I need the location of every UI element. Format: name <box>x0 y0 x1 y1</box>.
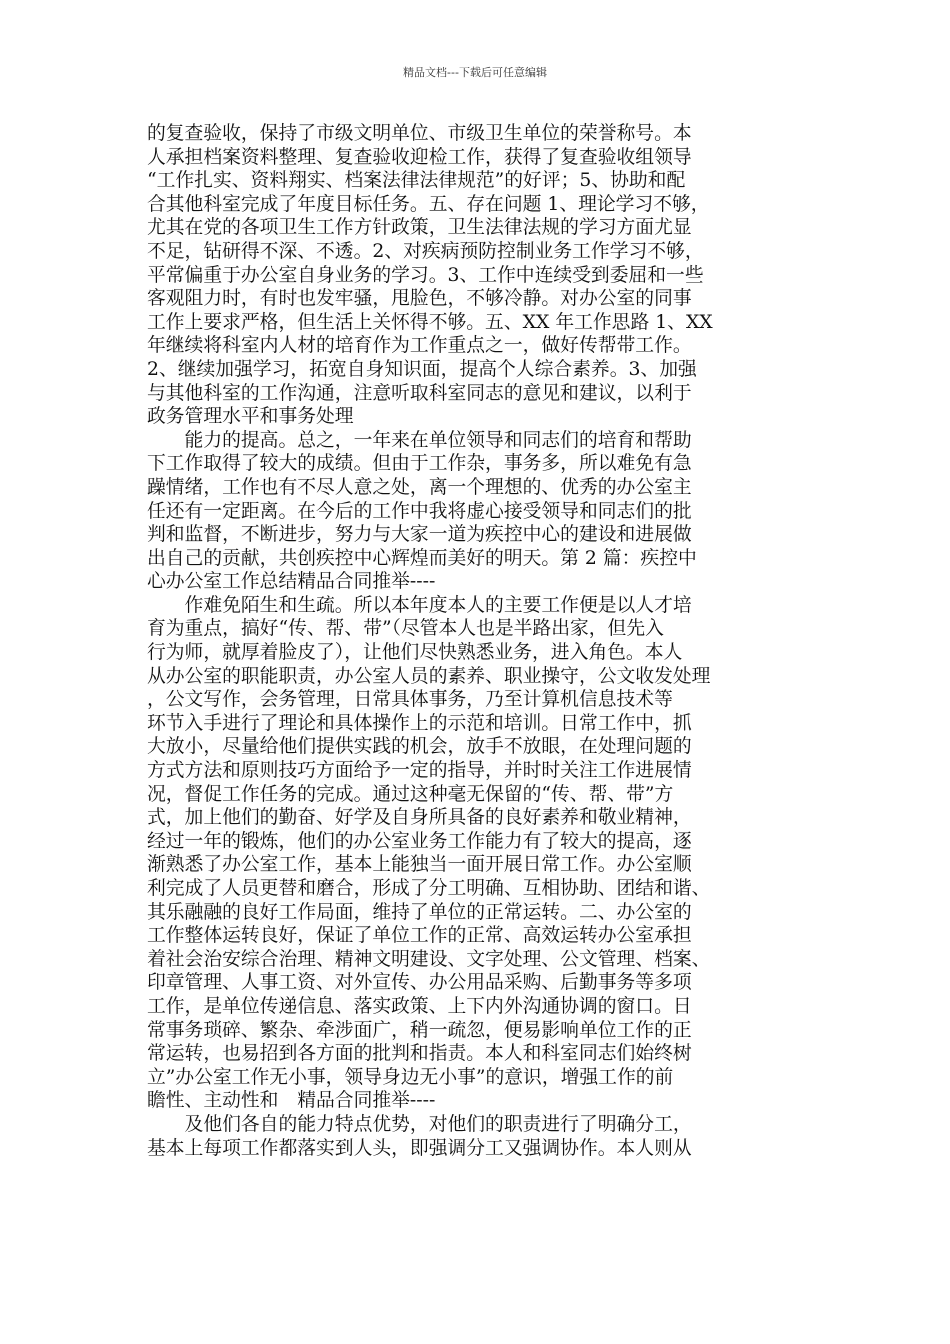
document-body <box>147 122 827 1160</box>
text-line: 育为重点，搞好“传、帮、带”（尽管本人也是半路出家，但先入 <box>147 618 664 640</box>
text-line: 平常偏重于办公室自身业务的学习。3、工作中连续受到委屈和一些 <box>147 264 704 286</box>
text-line: 判和监督，不断进步，努力与大家一道为疾控中心的建设和进展做 <box>147 524 692 546</box>
text-line: 与其他科室的工作沟通，注意听取科室同志的意见和建议，以利于 <box>147 382 692 404</box>
text-line: 渐熟悉了办公室工作，基本上能独当一面开展日常工作。办公室顺 <box>147 854 692 876</box>
text-line: 瞻性、主动性和 精品合同推举---- <box>147 1090 436 1112</box>
text-line: 立”办公室工作无小事，领导身边无小事”的意识，增强工作的前 <box>147 1066 674 1088</box>
text-line: 任还有一定距离。在今后的工作中我将虚心接受领导和同志们的批 <box>147 500 692 522</box>
text-line: 躁情绪，工作也有不尽人意之处，离一个理想的、优秀的办公室主 <box>147 476 692 498</box>
text-line: 基本上每项工作都落实到人头，即强调分工又强调协作。本人则从 <box>147 1137 692 1159</box>
text-line: 合其他科室完成了年度目标任务。五、存在问题 1、理论学习不够， <box>147 193 710 215</box>
text-line: 出自己的贡献，共创疾控中心辉煌而美好的明天。第 2 篇：疾控中 <box>147 547 697 569</box>
text-line: 从办公室的职能职责，办公室人员的素养、职业操守，公文收发处理 <box>147 665 711 687</box>
text-line: 2、继续加强学习，拓宽自身知识面，提高个人综合素养。3、加强 <box>147 358 697 380</box>
text-line: 常事务琐碎、繁杂、牵涉面广，稍一疏忽，便易影响单位工作的正 <box>147 1019 692 1041</box>
text-line: 大放小，尽量给他们提供实践的机会，放手不放眼，在处理问题的 <box>147 736 692 758</box>
text-line: 行为师，就厚着脸皮了），让他们尽快熟悉业务，进入角色。本人 <box>147 642 683 664</box>
text-line: 作难免陌生和生疏。所以本年度本人的主要工作便是以人才培 <box>147 594 692 616</box>
text-line: 式，加上他们的勤奋、好学及自身所具备的良好素养和敬业精神， <box>147 807 692 829</box>
text-line: 下工作取得了较大的成绩。但由于工作杂，事务多，所以难免有急 <box>147 453 692 475</box>
text-line: 方式方法和原则技巧方面给予一定的指导，并时时关注工作进展情 <box>147 760 692 782</box>
text-line: ，公文写作，会务管理，日常具体事务，乃至计算机信息技术等 <box>147 689 673 711</box>
text-line: 常运转，也易招到各方面的批判和指责。本人和科室同志们始终树 <box>147 1043 692 1065</box>
text-line: 能力的提高。总之，一年来在单位领导和同志们的培育和帮助 <box>147 429 692 451</box>
text-line: 尤其在党的各项卫生工作方针政策，卫生法律法规的学习方面尤显 <box>147 217 692 239</box>
text-line: 工作上要求严格，但生活上关怀得不够。五、XX 年工作思路 1、XX <box>147 311 713 333</box>
text-line: 其乐融融的良好工作局面，维持了单位的正常运转。二、办公室的 <box>147 901 692 923</box>
text-line: 心办公室工作总结精品合同推举---- <box>147 571 436 593</box>
text-line: 经过一年的锻炼，他们的办公室业务工作能力有了较大的提高，逐 <box>147 830 692 852</box>
text-line: 工作整体运转良好，保证了单位工作的正常、高效运转办公室承担 <box>147 925 692 947</box>
text-line: 利完成了人员更替和磨合，形成了分工明确、互相协助、团结和谐、 <box>147 878 711 899</box>
text-line: 客观阻力时，有时也发牢骚，甩脸色，不够冷静。对办公室的同事 <box>147 288 692 310</box>
text-line: 政务管理水平和事务处理 <box>147 406 354 428</box>
text-line: “工作扎实、资料翔实、档案法律法律规范”的好评；5、协助和配 <box>147 170 686 192</box>
text-line: 年继续将科室内人材的培育作为工作重点之一，做好传帮带工作。 <box>147 335 692 357</box>
text-line: 着社会治安综合治理、精神文明建设、文字处理、公文管理、档案、 <box>147 948 711 970</box>
text-line: 况，督促工作任务的完成。通过这种毫无保留的“传、帮、带”方 <box>147 783 674 805</box>
text-line: 的复查验收，保持了市级文明单位、市级卫生单位的荣誉称号。本 <box>147 123 692 144</box>
text-line: 工作，是单位传递信息、落实政策、上下内外沟通协调的窗口。日 <box>147 995 692 1017</box>
page-header: 精品文档---下载后可任意编辑 <box>403 66 547 79</box>
text-line: 人承担档案资料整理、复查验收迎检工作，获得了复查验收组领导 <box>147 146 692 168</box>
text-line: 环节入手进行了理论和具体操作上的示范和培训。日常工作中，抓 <box>147 712 692 734</box>
text-line: 及他们各自的能力特点优势，对他们的职责进行了明确分工， <box>147 1113 692 1135</box>
text-line: 不足，钻研得不深、不透。2、对疾病预防控制业务工作学习不够， <box>147 240 704 262</box>
text-line: 印章管理、人事工资、对外宣传、办公用品采购、后勤事务等多项 <box>147 972 692 994</box>
